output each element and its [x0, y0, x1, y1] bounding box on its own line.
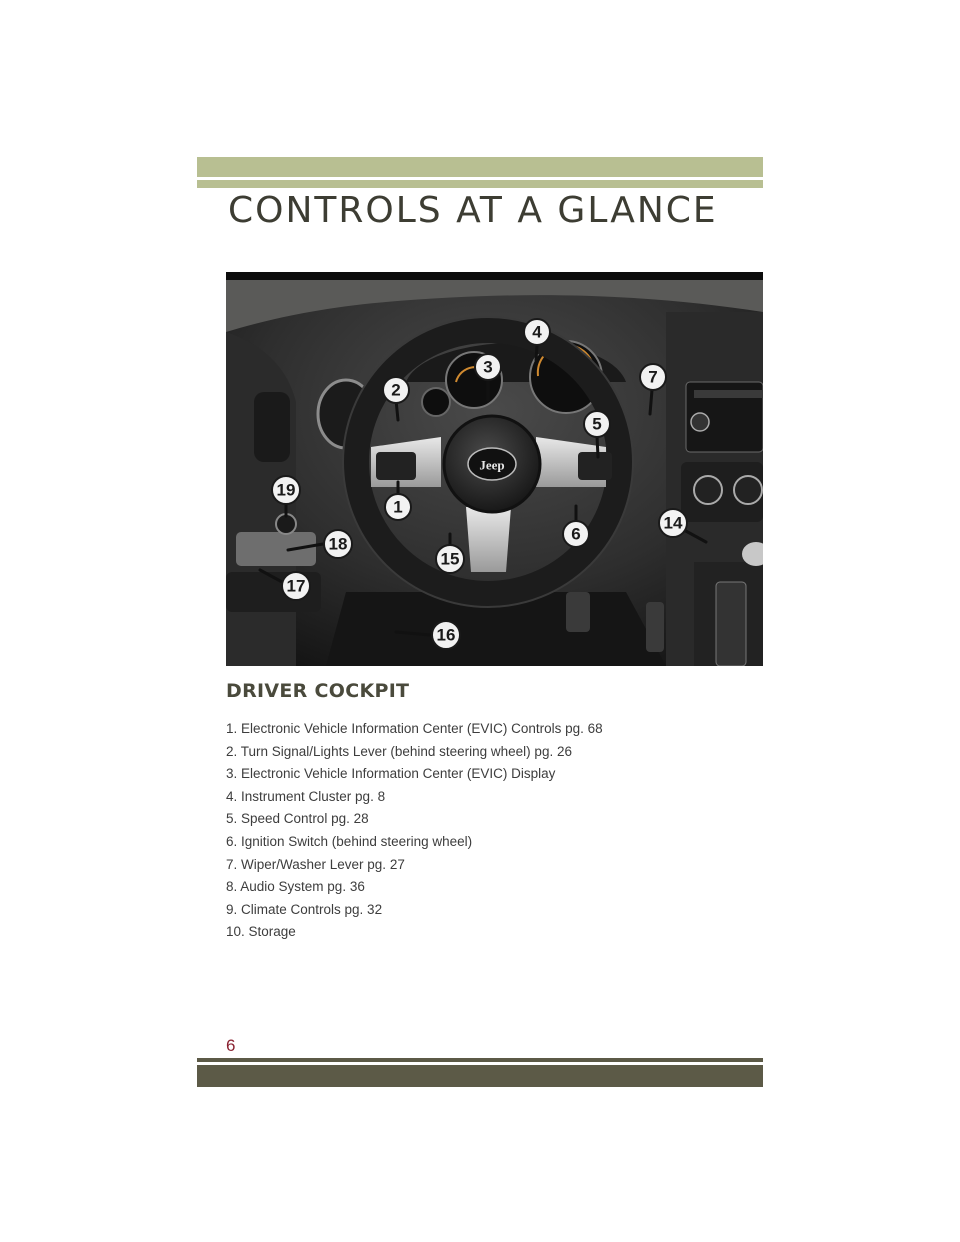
callout-7-label: 7: [648, 367, 658, 387]
callout-3-label: 3: [483, 357, 493, 377]
list-item: 2. Turn Signal/Lights Lever (behind steering wheel) pg. 26: [226, 743, 572, 759]
callout-14-label: 14: [663, 513, 683, 533]
climate-knob-right: [734, 476, 762, 504]
brake-pedal: [566, 592, 590, 632]
right-spoke-buttons: [578, 452, 612, 480]
callout-6-label: 6: [571, 524, 581, 544]
window-switch-panel: [236, 532, 316, 566]
header-accent-band: [197, 157, 763, 177]
left-spoke-buttons: [376, 452, 416, 480]
windshield-gap: [226, 272, 763, 280]
callout-15-label: 15: [440, 549, 460, 569]
callout-2-label: 2: [391, 380, 401, 400]
shifter-gate: [716, 582, 746, 666]
callout-19-label: 19: [276, 480, 296, 500]
driver-cockpit-photo: [226, 272, 763, 666]
callout-4-label: 4: [532, 322, 542, 342]
callout-1-label: 1: [393, 497, 403, 517]
list-item: 9. Climate Controls pg. 32: [226, 901, 383, 917]
jeep-badge-text: Jeep: [479, 457, 505, 473]
accelerator-pedal: [646, 602, 664, 652]
callout-18-label: 18: [328, 534, 348, 554]
list-item: 10. Storage: [226, 924, 296, 940]
list-item: 1. Electronic Vehicle Information Center (EVIC) Controls pg. 68: [226, 721, 603, 736]
list-item: 5. Speed Control pg. 28: [226, 811, 369, 827]
small-gauge: [422, 388, 450, 416]
callout-16-label: 16: [436, 625, 456, 645]
list-item: 4. Instrument Cluster pg. 8: [226, 788, 386, 804]
list-item: 7. Wiper/Washer Lever pg. 27: [226, 856, 405, 872]
list-item: 6. Ignition Switch (behind steering wheel): [226, 833, 473, 849]
page-number: 6: [226, 1036, 236, 1055]
spoke-bottom: [466, 507, 511, 572]
door-handle-recess: [254, 392, 290, 462]
list-item: 3. Electronic Vehicle Information Center (EVIC) Display: [226, 766, 556, 782]
footer-line: [197, 1058, 763, 1062]
controls-list: [226, 718, 603, 944]
callout-17-label: 17: [286, 576, 306, 596]
radio-knob: [691, 413, 709, 431]
callout-5-label: 5: [592, 414, 602, 434]
climate-knob-left: [694, 476, 722, 504]
header-accent-line: [197, 180, 763, 188]
section-title: CONTROLS AT A GLANCE: [228, 190, 718, 231]
section-heading: DRIVER COCKPIT: [226, 680, 410, 702]
footer-band: [197, 1065, 763, 1087]
list-item: 8. Audio System pg. 36: [226, 879, 365, 895]
